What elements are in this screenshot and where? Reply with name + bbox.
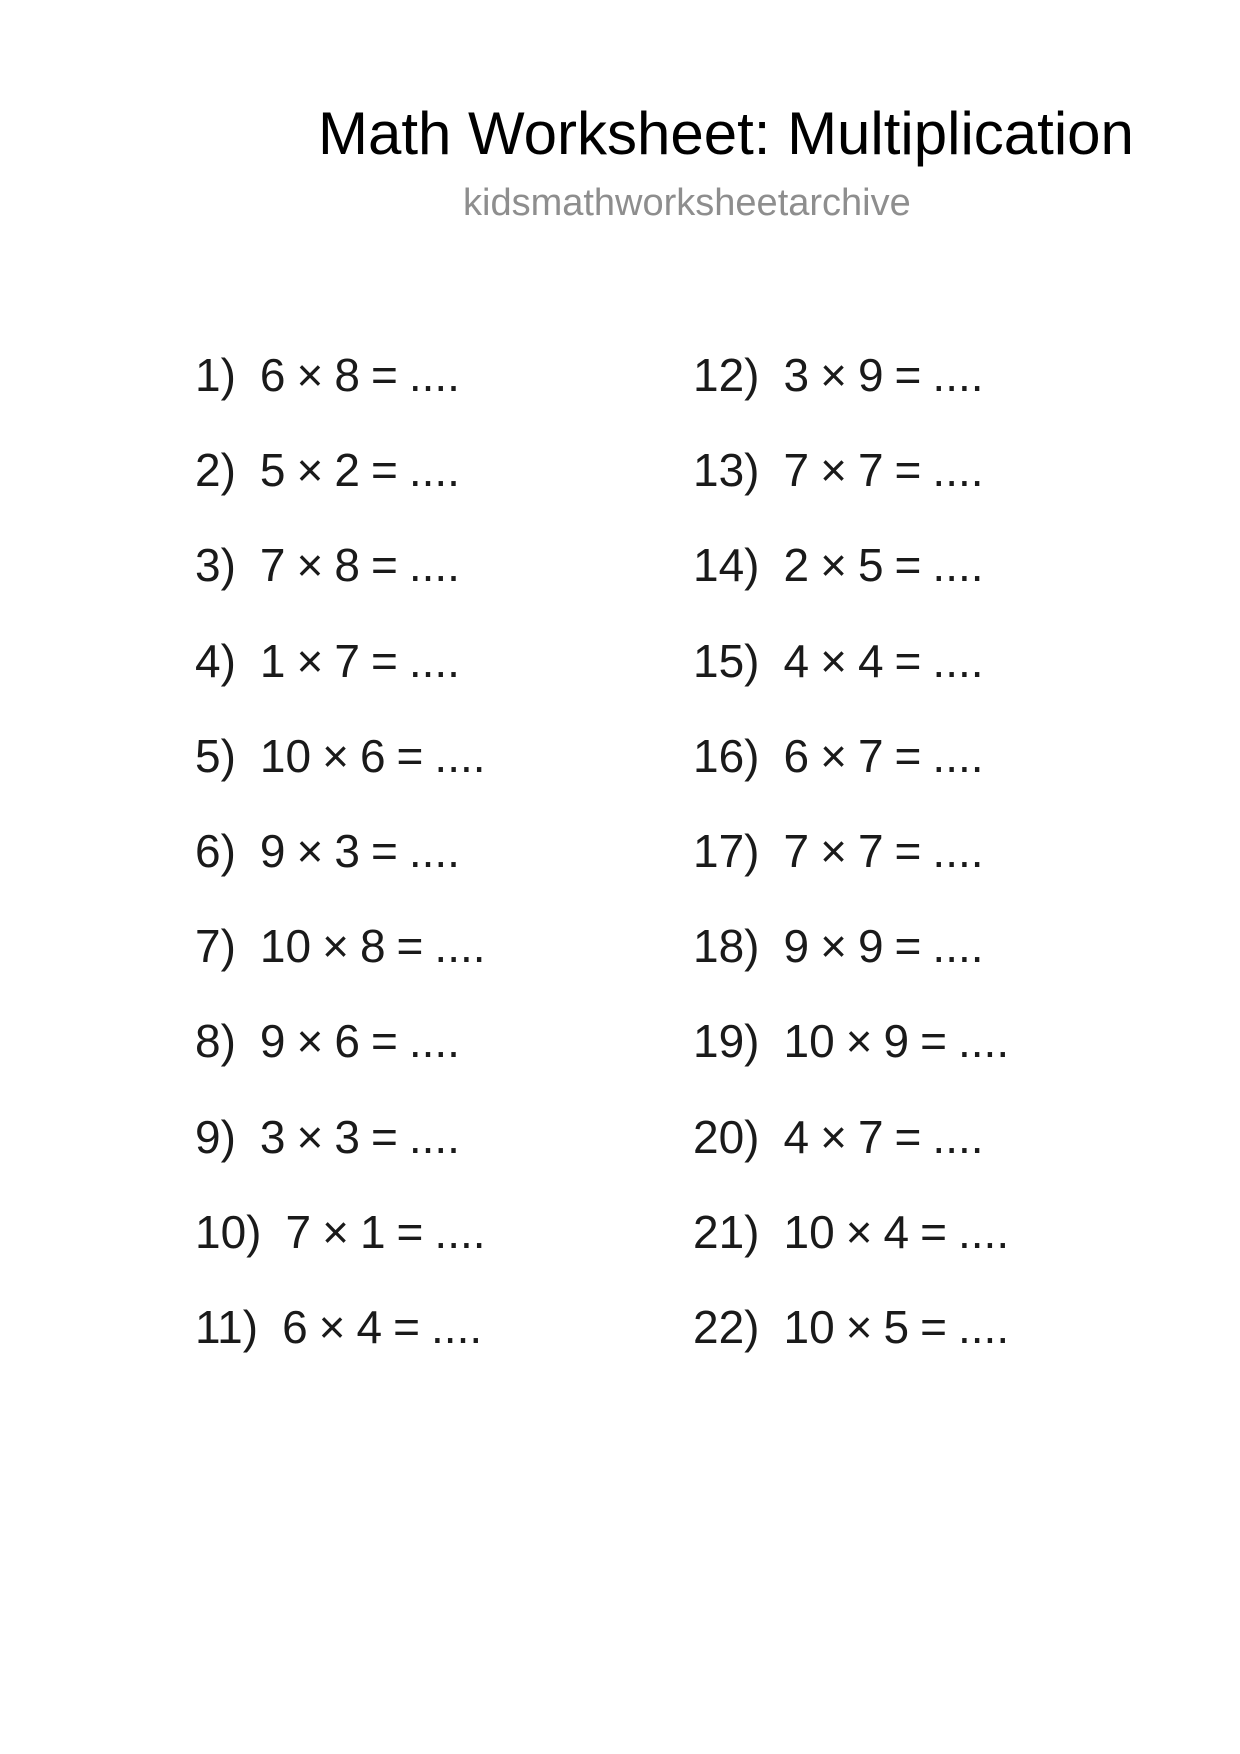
factor-b: 8 (334, 539, 360, 592)
problem-number: 14) (693, 539, 760, 592)
factor-b: 1 (359, 1205, 386, 1258)
answer-blank: .... (408, 349, 460, 401)
answer-blank: .... (932, 444, 984, 497)
factor-b: 5 (883, 1300, 910, 1353)
factor-a: 10 (783, 1015, 835, 1068)
problem-number: 17) (693, 824, 760, 877)
answer-blank: .... (434, 1205, 486, 1258)
factor-b: 2 (334, 444, 360, 497)
equals-sign: = (894, 349, 922, 401)
problem-expression (783, 1110, 984, 1163)
problem-expression (783, 920, 984, 973)
factor-b: 9 (857, 349, 884, 401)
problem-number: 16) (693, 729, 760, 782)
factor-a: 3 (783, 349, 810, 401)
answer-blank: .... (932, 824, 984, 877)
equals-sign: = (894, 824, 922, 877)
factor-a: 5 (259, 444, 286, 497)
answer-blank: .... (932, 1110, 984, 1163)
factor-b: 7 (857, 824, 884, 877)
problem-number: 20) (693, 1110, 760, 1163)
factor-a: 1 (259, 634, 286, 687)
problem-row (693, 1110, 1009, 1209)
problem-row (195, 1110, 486, 1209)
equals-sign: = (396, 1205, 424, 1258)
answer-blank: .... (408, 634, 460, 687)
problem-number: 1) (195, 349, 236, 401)
problem-number: 11) (195, 1300, 259, 1353)
answer-blank: .... (431, 1300, 483, 1353)
problem-number: 12) (693, 349, 760, 401)
factor-b: 6 (334, 1015, 360, 1068)
equals-sign: = (396, 920, 424, 973)
multiplication-sign: × (845, 1205, 873, 1258)
answer-blank: .... (932, 920, 984, 973)
problem-expression (285, 1205, 486, 1258)
multiplication-sign: × (296, 539, 324, 592)
factor-a: 6 (259, 349, 286, 401)
problem-row (693, 539, 1009, 637)
answer-blank: .... (958, 1015, 1010, 1068)
problem-expression (259, 920, 486, 973)
problem-number: 21) (693, 1205, 760, 1258)
problem-expression (783, 539, 984, 592)
equals-sign: = (894, 634, 922, 687)
problem-expression (783, 634, 984, 687)
multiplication-sign: × (322, 1205, 349, 1258)
factor-b: 7 (857, 729, 884, 782)
factor-a: 7 (285, 1205, 312, 1258)
factor-b: 8 (359, 920, 386, 973)
equals-sign: = (370, 349, 398, 401)
problems-column-left (195, 349, 486, 1399)
multiplication-sign: × (296, 349, 324, 401)
problem-expression (783, 729, 984, 782)
multiplication-sign: × (296, 1110, 324, 1163)
problem-number: 10) (195, 1205, 262, 1258)
problem-row (195, 920, 486, 1018)
equals-sign: = (370, 634, 398, 687)
equals-sign: = (894, 920, 922, 973)
factor-b: 4 (857, 634, 884, 687)
multiplication-sign: × (322, 920, 349, 973)
equals-sign: = (894, 539, 922, 592)
multiplication-sign: × (845, 1300, 873, 1353)
problem-number: 7) (195, 920, 236, 973)
problem-row (195, 729, 486, 828)
factor-a: 10 (783, 1205, 835, 1258)
problem-expression (259, 634, 460, 687)
factor-b: 3 (334, 1110, 360, 1163)
factor-b: 7 (334, 634, 360, 687)
factor-a: 4 (783, 1110, 810, 1163)
answer-blank: .... (408, 1015, 460, 1068)
problem-row (195, 444, 486, 542)
problem-expression (783, 349, 984, 401)
problem-number: 4) (195, 634, 236, 687)
equals-sign: = (920, 1205, 947, 1258)
factor-b: 8 (334, 349, 360, 401)
problem-number: 15) (693, 634, 760, 687)
multiplication-sign: × (296, 1015, 324, 1068)
multiplication-sign: × (820, 920, 847, 973)
problem-number: 6) (195, 824, 236, 877)
problems-column-right (693, 349, 1010, 1399)
multiplication-sign: × (820, 349, 847, 401)
problem-expression (783, 1015, 1010, 1068)
multiplication-sign: × (296, 634, 324, 687)
multiplication-sign: × (322, 729, 349, 782)
problem-number: 2) (195, 444, 236, 497)
equals-sign: = (370, 824, 398, 877)
equals-sign: = (370, 539, 398, 592)
factor-a: 2 (783, 539, 810, 592)
factor-a: 10 (783, 1300, 835, 1353)
multiplication-sign: × (820, 1110, 847, 1163)
factor-a: 7 (259, 539, 286, 592)
problem-expression (259, 824, 460, 877)
problem-row (195, 349, 486, 447)
equals-sign: = (894, 1110, 922, 1163)
problem-expression (783, 824, 984, 877)
problem-number: 9) (195, 1110, 236, 1163)
factor-a: 10 (259, 729, 312, 782)
equals-sign: = (396, 729, 424, 782)
problem-expression (783, 444, 984, 497)
problem-expression (259, 729, 486, 782)
answer-blank: .... (958, 1300, 1010, 1353)
problem-row (693, 349, 1009, 447)
factor-b: 9 (883, 1015, 910, 1068)
problem-number: 5) (195, 729, 236, 782)
problem-row (195, 1205, 486, 1304)
problem-row (693, 1300, 1010, 1399)
problem-expression (259, 444, 460, 497)
multiplication-sign: × (820, 634, 847, 687)
answer-blank: .... (408, 1110, 460, 1163)
problem-row (693, 634, 1009, 733)
problem-expression (282, 1300, 483, 1353)
answer-blank: .... (958, 1205, 1010, 1258)
multiplication-sign: × (296, 824, 324, 877)
factor-b: 7 (857, 1110, 884, 1163)
problem-row (693, 1015, 1010, 1113)
answer-blank: .... (434, 729, 486, 782)
answer-blank: .... (932, 349, 984, 401)
problem-expression (259, 1015, 460, 1068)
factor-b: 5 (857, 539, 884, 592)
problem-number: 22) (693, 1300, 760, 1353)
multiplication-sign: × (318, 1300, 346, 1353)
multiplication-sign: × (296, 444, 324, 497)
answer-blank: .... (434, 920, 486, 973)
factor-b: 3 (334, 824, 360, 877)
factor-a: 4 (783, 634, 810, 687)
problem-row (195, 1015, 486, 1113)
factor-a: 9 (259, 824, 286, 877)
multiplication-sign: × (820, 824, 847, 877)
factor-a: 7 (783, 824, 810, 877)
problem-expression (783, 1205, 1010, 1258)
problem-row (693, 1205, 1010, 1304)
problem-row (195, 634, 486, 733)
factor-a: 10 (259, 920, 312, 973)
factor-b: 4 (883, 1205, 910, 1258)
answer-blank: .... (932, 539, 984, 592)
factor-a: 7 (783, 444, 810, 497)
problem-row (693, 444, 1009, 542)
equals-sign: = (894, 729, 922, 782)
factor-a: 6 (282, 1300, 308, 1353)
factor-b: 7 (857, 444, 884, 497)
answer-blank: .... (408, 444, 460, 497)
factor-a: 9 (783, 920, 810, 973)
problem-expression (259, 1110, 460, 1163)
factor-b: 9 (857, 920, 884, 973)
multiplication-sign: × (845, 1015, 873, 1068)
factor-b: 4 (356, 1300, 383, 1353)
problem-row (195, 824, 486, 923)
equals-sign: = (370, 1110, 398, 1163)
answer-blank: .... (408, 539, 460, 592)
answer-blank: .... (932, 729, 984, 782)
problem-number: 8) (195, 1015, 236, 1068)
problem-expression (259, 349, 460, 401)
answer-blank: .... (408, 824, 460, 877)
factor-a: 9 (259, 1015, 286, 1068)
problem-row (693, 729, 1009, 828)
problem-row (693, 824, 1009, 923)
multiplication-sign: × (820, 444, 847, 497)
equals-sign: = (920, 1015, 947, 1068)
multiplication-sign: × (820, 539, 847, 592)
answer-blank: .... (932, 634, 984, 687)
problem-expression (783, 1300, 1010, 1353)
multiplication-sign: × (820, 729, 847, 782)
factor-b: 6 (359, 729, 386, 782)
page-title: Math Worksheet: Multiplication (318, 100, 1134, 167)
problem-number: 18) (693, 920, 760, 973)
problem-row (693, 920, 1009, 1018)
page-subtitle: kidsmathworksheetarchive (463, 182, 911, 224)
problem-expression (259, 539, 460, 592)
problem-number: 19) (693, 1015, 760, 1068)
factor-a: 6 (783, 729, 810, 782)
problem-row (195, 539, 486, 637)
equals-sign: = (393, 1300, 421, 1353)
equals-sign: = (370, 444, 398, 497)
problem-number: 13) (693, 444, 760, 497)
factor-a: 3 (259, 1110, 286, 1163)
equals-sign: = (370, 1015, 398, 1068)
equals-sign: = (920, 1300, 947, 1353)
equals-sign: = (894, 444, 922, 497)
problem-row (195, 1300, 486, 1399)
problem-number: 3) (195, 539, 236, 592)
